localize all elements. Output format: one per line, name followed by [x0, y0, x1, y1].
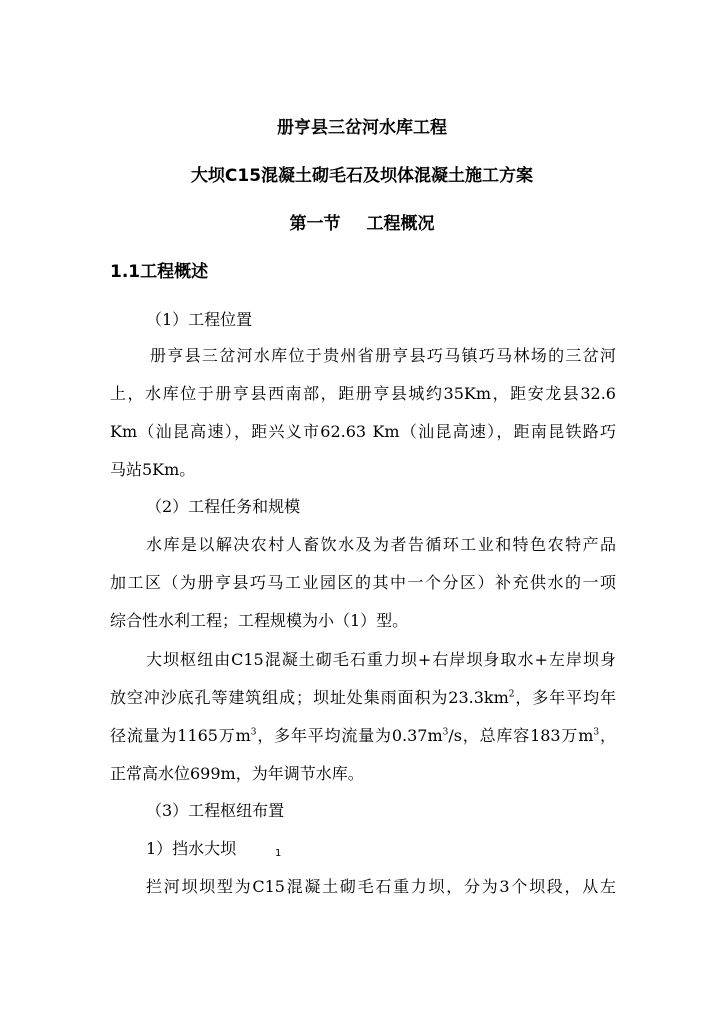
section-heading: 1.1工程概述	[110, 262, 209, 282]
chapter-heading	[0, 214, 724, 234]
paragraph-line: 马站5Km。	[110, 460, 196, 479]
chapter-number: 第一节	[289, 214, 341, 234]
subsection-heading-layout: （3）工程枢纽布置	[146, 801, 285, 820]
paragraph-line: 放空冲沙底孔等建筑组成；坝址处集雨面积为$23.3km^2$，多年平均年	[110, 688, 616, 707]
paragraph-line: 册亨县三岔河水库位于贵州省册亨县巧马镇巧马林场的三岔河	[150, 346, 616, 365]
paragraph-line: 加工区（为册亨县巧马工业园区的其中一个分区）补充供水的一项	[110, 573, 616, 592]
paragraph-line: Km（汕昆高速），距兴义市62.63 Km（汕昆高速），距南昆铁路巧	[110, 422, 616, 441]
item-heading-dam: 1）挡水大坝	[146, 839, 237, 858]
subsection-heading-scale: （2）工程任务和规模	[146, 497, 301, 516]
chapter-name: 工程概况	[366, 214, 435, 234]
page-number: 1	[275, 848, 282, 859]
document-title: 册亨县三岔河水库工程	[277, 118, 447, 138]
paragraph-line: 径流量为1165万$m^3$，多年平均流量为$0.37m^3/s$，总库容183万$m^3$，	[110, 726, 616, 745]
paragraph-line: 综合性水利工程；工程规模为小（1）型。	[110, 611, 409, 630]
paragraph-line: 上，水库位于册亨县西南部，距册亨县城约35Km，距安龙县32.6	[110, 384, 616, 403]
paragraph-line: 正常高水位699m，为年调节水库。	[110, 764, 364, 783]
document-subtitle: 大坝C15混凝土砌毛石及坝体混凝土施工方案	[190, 166, 534, 186]
paragraph-line: 拦河坝坝型为C15混凝土砌毛石重力坝，分为3个坝段，从左	[146, 877, 616, 896]
subsection-heading-location: （1）工程位置	[146, 310, 253, 329]
paragraph-line: 大坝枢纽由C15混凝土砌毛石重力坝+右岸坝身取水+左岸坝身	[146, 650, 616, 669]
paragraph-line: 水库是以解决农村人畜饮水及为者告循环工业和特色农特产品	[146, 535, 616, 554]
